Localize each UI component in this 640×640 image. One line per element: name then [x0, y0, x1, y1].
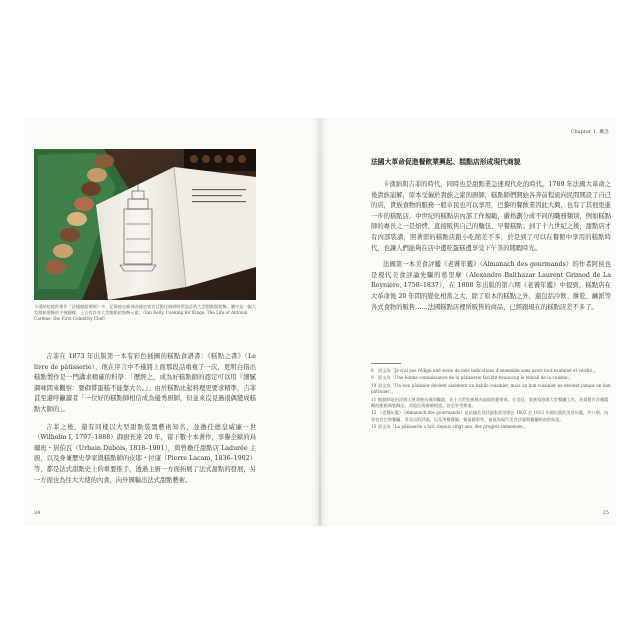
footnotes [371, 368, 611, 432]
chapter-header: Chapter 1. 概念 [570, 130, 609, 135]
left-page-number: 24 [34, 510, 41, 516]
footnote-divider [371, 363, 401, 364]
paragraph: 法國第一本美食評鑑《老饕年鑑》（Almanach des gourmands）的作者阿侯也是現代美食評論先驅的葛里摩（Alexandre Balthazar Laurent Grimod de La Reynière, 1758–1837），在 1808 年出版的第六期《老饕年鑑》中提到，糕點店在大革命後 20 年間的變化相當之大，除了原本的糕點之外，還包括冷飲、餅乾、鹹派等各式食物的販售……法國糕點店裡所販售的商品，已經跟現在的糕點店差不多了。 [371, 261, 611, 311]
footnote: 9 原文為「Une bonne connaissance de la pâtisserie facilite beaucoup le travail de la cuisine」。 [371, 375, 574, 381]
footnote: 13 原文為「La pâtisserie a fait, depuis vingt ans, des progrès immenses」。 [371, 424, 529, 430]
footnote: 8 原文為「Je n'ai pas rédigé une seule de mes indications d'ensemble sans avoir tout examiné et vérifié」。 [371, 368, 599, 373]
right-body-text [371, 180, 611, 319]
paragraph: 吉菲在 1873 年出版第一本有彩色插圖的糕點食譜書：《糕點之書》（Le livre de pâtisserie），他在序言中不僅將上面那段話重複了一次，更明白指出糕點製作是一門講求精確的科學：「歷經之，成為好糕點師的認定可以用『細膩調味間來觀察：要御嘗蛋糕不能靠大公。』」由於糕點比起料理更要求精準，吉菲甚至還呼籲讀者「一位好的糕點師相信成為優秀廚師，但並來沒見過很偶變成糕點大師的」。 [34, 353, 256, 413]
footnote: 11 糕點師是由法國大革命後出現的職業，在十九世紀被視為高級的藝術家，在宮廷、貴族家庭或大型餐廳工作，負責製作各種精緻的甜點與裝飾品，其地位與廚師相當，甚至更受尊重。 [371, 396, 609, 409]
book-gutter [319, 118, 321, 526]
footnote: 12 《老饕年鑑》（Almanach des gourmands）是法國美食評論家葛里摩在 1803 至 1812 年間出版的美食年鑑，共八期，內容包括巴黎餐廳、食品店的評論，以及用餐禮儀、餐桌藝術等，被視為現代美食評論與餐廳指南的始祖。 [371, 410, 609, 422]
left-body-text [34, 352, 256, 493]
right-page-number: 25 [602, 510, 609, 516]
footnote: 10 原文為「Un bon pâtissier devient aisément un habile cuisinier, mais un bon cuisinier ne devient jamais un bon pâtissier」。 [371, 382, 611, 395]
photo-macarons-and-book [34, 149, 256, 300]
paragraph: 吉菲之後，還有同樣以大型甜點裝置藝術知名，並擔任德皇威廉一世（Wilhelm I, 1797–1888）御廚長達 20 年，留下數十本著作，享譽全歐的烏爾班・居伯瓦（Urbain Dubois, 1818–1901），與曾擔任甜點店 Ladurée 主廚，以及身兼歷史學家與糕點師的皮耶・拉康（Pierre Lacam, 1836–1902）等，都是法式甜點史上的重要推手，透過主廚一方面拓展了法式甜點的發展，另一方面也為往大大使的內食，向外國輸出法式甜點藝術。 [34, 423, 256, 484]
section-heading: 法國大革命促進餐飲業興起、糕點店形成現代商貌 [371, 158, 521, 166]
paragraph: 卡漢納與吉菲的時代，同時也是甜點業急速現代化的時代。1789 年法國大革命之後貴族崩解，原本受僱於貴族之家的廚師，糕點師們開始各奔前程流向民間開設了自己的店，貴族食物的服務一般市民也可以享用，巴黎的餐飲業因此大興，也有了其他更進一步的糕點店。中世紀的糕點店內部工作規範，嚴格劃分成不同的職務類別，例如糕點師的專長之一是焙烤，直接販售自己的麵包、早餐糕點；到了十九世紀之後，甜點店才有內部裝潢，照著需的糕點店跟小吃館差不多，於是到了可以在餐館中享用的糕點時代，也讓人們能夠在店中邊吃蛋糕邊享受下午茶的閒暇時光。 [371, 181, 611, 252]
photo-caption: 卡漢納包他的專作《法國糕點聖經》中，記錄他在歐洲各國皇家宮廷擔任廚師時所設計的大型甜點與裝飾，圖中是一幅大型甜點裝飾的手繪圖樣，上方有許多大型甜點的裝飾元素。（Ian Kelly, Cooking for Kings: The Life of Antonin Carême, the First Celebrity Chef） [34, 304, 256, 321]
